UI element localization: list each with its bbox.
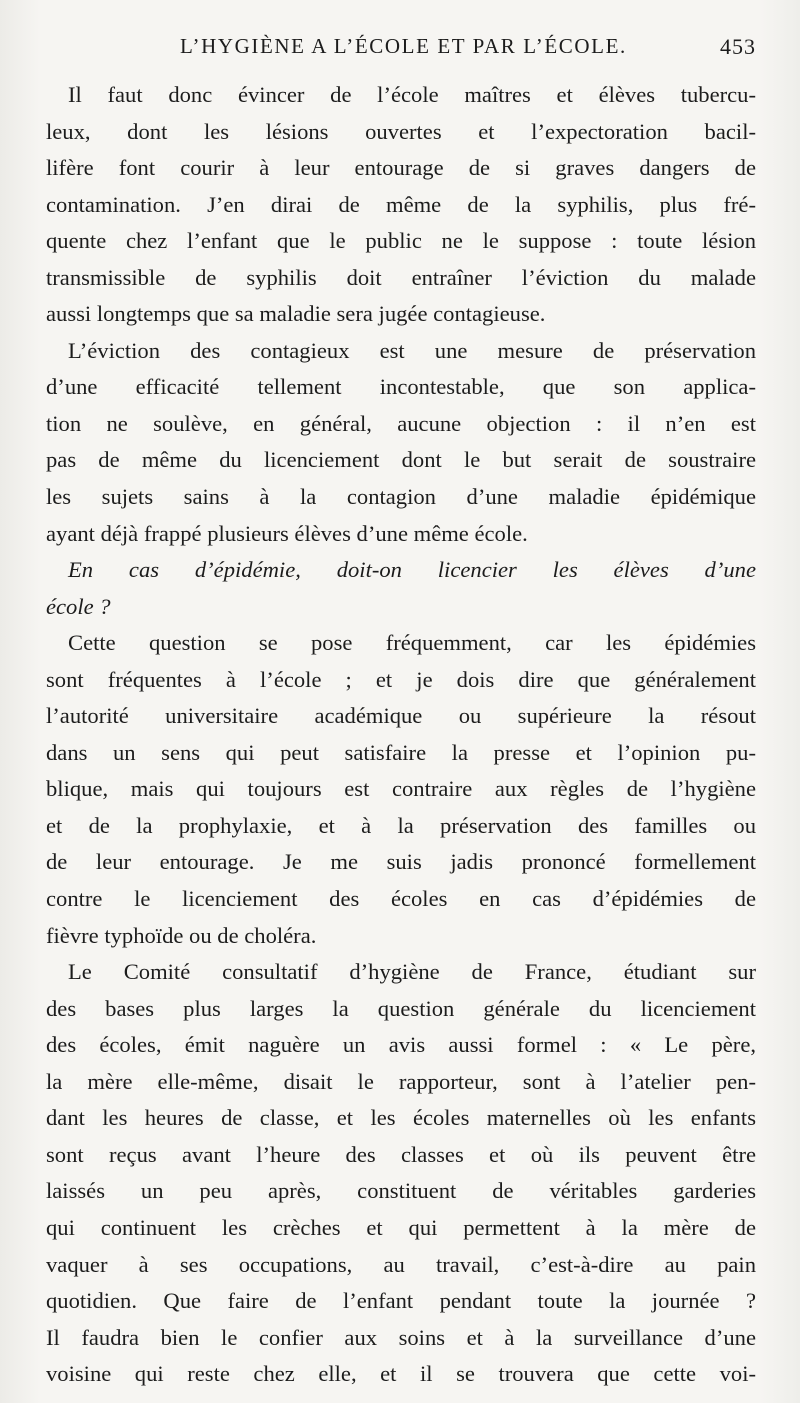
text-line: les sujets sains à la contagion d’une maladie épidémique <box>46 484 756 510</box>
page-number: 453 <box>720 34 756 59</box>
text-line: et de la prophylaxie, et à la préservation des familles ou <box>46 812 756 838</box>
text-line: blique, mais qui toujours est contraire aux règles de l’hygiène <box>46 776 756 802</box>
text-line: Il faut donc évincer de l’école maîtres et élèves tubercu- <box>68 82 756 107</box>
text-line: Le Comité consultatif d’hygiène de France, étudiant sur <box>68 959 756 985</box>
text-line: dans un sens qui peut satisfaire la presse et l’opinion pu- <box>46 739 756 765</box>
page-header <box>0 34 800 64</box>
text-line: Cette question se pose fréquemment, car les épidémies <box>68 630 756 656</box>
text-line: de leur entourage. Je me suis jadis prononcé formellement <box>46 849 756 875</box>
text-line: pas de même du licenciement dont le but serait de soustraire <box>46 447 756 473</box>
text-line: tion ne soulève, en général, aucune objection : il n’en est <box>46 410 756 436</box>
body-text <box>46 77 756 1393</box>
text-line: voisine qui reste chez elle, et il se trouvera que cette voi- <box>46 1361 756 1387</box>
text-line: d’une efficacité tellement incontestable, que son applica- <box>46 374 756 400</box>
text-line: Il faudra bien le confier aux soins et à la surveillance d’une <box>46 1324 756 1350</box>
running-head: L’HYGIÈNE A L’ÉCOLE ET PAR L’ÉCOLE. <box>180 34 627 58</box>
text-line: école ? <box>46 593 111 619</box>
text-line: quente chez l’enfant que le public ne le suppose : toute lésion <box>46 228 756 254</box>
text-line: ayant déjà frappé plusieurs élèves d’une même école. <box>46 520 528 546</box>
text-line: l’autorité universitaire académique ou supérieure la résout <box>46 703 756 729</box>
text-line: quotidien. Que faire de l’enfant pendant toute la journée ? <box>46 1288 756 1314</box>
text-line: leux, dont les lésions ouvertes et l’expectoration bacil- <box>46 118 756 144</box>
text-line: vaquer à ses occupations, au travail, c’est-à-dire au pain <box>46 1251 756 1277</box>
text-line: fièvre typhoïde ou de choléra. <box>46 922 317 948</box>
text-line: En cas d’épidémie, doit-on licencier les élèves d’une <box>68 557 756 583</box>
text-line: contre le licenciement des écoles en cas d’épidémies de <box>46 886 756 912</box>
text-line: laissés un peu après, constituent de véritables garderies <box>46 1178 756 1204</box>
text-line: sont fréquentes à l’école ; et je dois dire que généralement <box>46 666 756 692</box>
text-line: L’éviction des contagieux est une mesure de préservation <box>68 337 756 363</box>
text-line: transmissible de syphilis doit entraîner l’éviction du malade <box>46 264 756 290</box>
text-line: contamination. J’en dirai de même de la syphilis, plus fré- <box>46 191 756 217</box>
text-line: la mère elle-même, disait le rapporteur, sont à l’atelier pen- <box>46 1068 756 1094</box>
text-line: des écoles, émit naguère un avis aussi formel : « Le père, <box>46 1032 756 1058</box>
text-line: dant les heures de classe, et les écoles maternelles où les enfants <box>46 1105 756 1131</box>
text-line: sont reçus avant l’heure des classes et où ils peuvent être <box>46 1141 756 1167</box>
text-line: des bases plus larges la question générale du licenciement <box>46 995 756 1021</box>
text-line: aussi longtemps que sa maladie sera jugée contagieuse. <box>46 301 546 327</box>
text-line: lifère font courir à leur entourage de si graves dangers de <box>46 155 756 181</box>
text-line: qui continuent les crèches et qui permettent à la mère de <box>46 1214 756 1240</box>
